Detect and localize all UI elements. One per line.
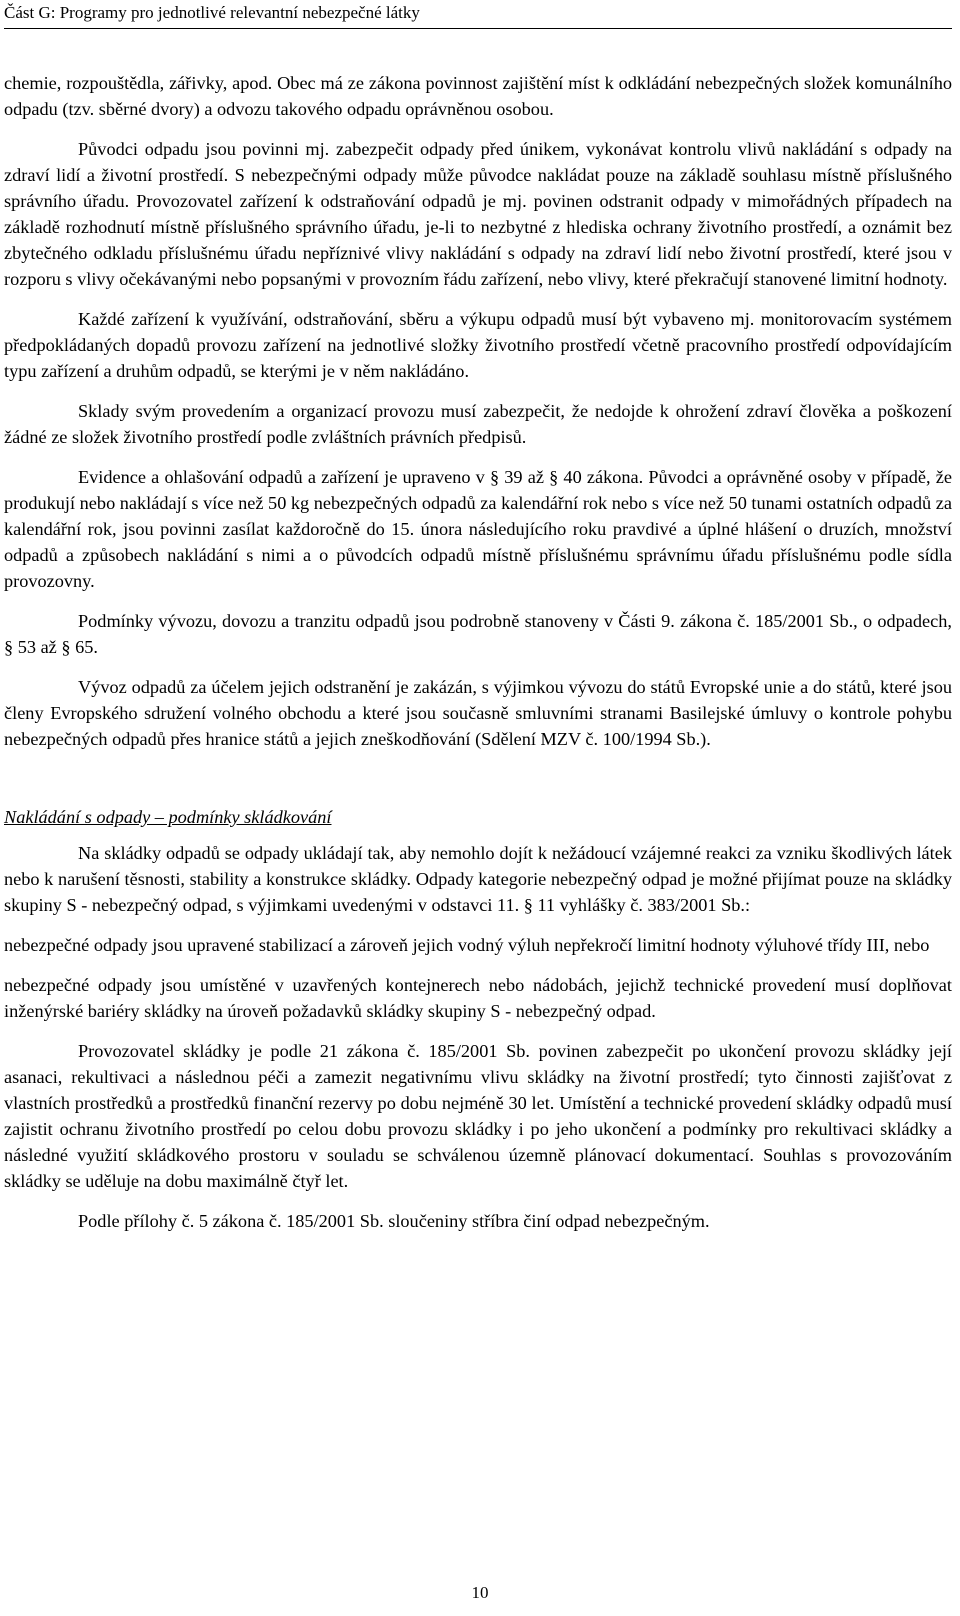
paragraph-continuation: chemie, rozpouštědla, zářivky, apod. Obec má ze zákona povinnost zajištění míst k odkládání nebezpečných složek komunálního odpadu (tzv. sběrné dvory) a odvozu takového odpadu oprávněnou osobou. <box>4 73 952 119</box>
paragraph-landfill-operator: Provozovatel skládky je podle 21 zákona č. 185/2001 Sb. povinen zabezpečit po ukončení provozu skládky její asanaci, rekultivaci a následnou péči a zamezit negativnímu vlivu skládky na životní prostředí; tyto činnosti zajišťovat z vlastních prostředků a prostředků finanční rezervy po dobu nejméně 30 let. Umístění a technické provedení skládky odpadů musí zajistit ochranu životního prostředí po celou dobu provozu skládky i po jeho ukončení a podmínky pro rekultivaci skládky a následné využití skládkového prostoru v souladu se schválenou územně plánovací dokumentací. Souhlas s provozováním skládky se uděluje na dobu maximálně čtyř let. <box>4 1041 952 1191</box>
paragraph-export-import-conditions: Podmínky vývozu, dovozu a tranzitu odpadů jsou podrobně stanoveny v Části 9. zákona č. 185/2001 Sb., o odpadech, § 53 až § 65. <box>4 611 952 657</box>
paragraph-storage: Sklady svým provedením a organizací provozu musí zabezpečit, že nedojde k ohrožení zdraví člověka a poškození žádné ze složek životního prostředí podle zvláštních právních předpisů. <box>4 401 952 447</box>
paragraph-producers-obligations: Původci odpadu jsou povinni mj. zabezpečit odpady před únikem, vykonávat kontrolu vlivů nakládání s odpady na zdraví lidí a životní prostředí. S nebezpečnými odpady může původce nakládat pouze na základě souhlasu místně příslušného správního úřadu. Provozovatel zařízení k odstraňování odpadů je mj. povinen odstranit odpady v mimořádných případech na základě rozhodnutí místně příslušného správního úřadu, je-li to nezbytné z hlediska ochrany životního prostředí, a oznámit bez zbytečného odkladu příslušnému úřadu nepříznivé vlivy nakládání s odpady na zdraví lidí nebo životní prostředí, které jsou v rozporu s vlivy očekávanými nebo popsanými v provozním řádu zařízení, nebo vlivy, které překračují stanovené limitní hodnoty. <box>4 139 952 289</box>
paragraph-export-ban: Vývoz odpadů za účelem jejich odstranění je zakázán, s výjimkou vývozu do států Evropské unie a do států, které jsou členy Evropského sdružení volného obchodu a které jsou současně smluvními stranami Basilejské úmluvy o kontrole pohybu nebezpečných odpadů přes hranice států a jejich zneškodňování (Sdělení MZV č. 100/1994 Sb.). <box>4 677 952 749</box>
paragraph-records-reporting: Evidence a ohlašování odpadů a zařízení je upraveno v § 39 až § 40 zákona. Původci a oprávněné osoby v případě, že produkují nebo nakládají s více než 50 kg nebezpečných odpadů za kalendářní rok nebo s více než 50 tunami ostatních odpadů za kalendářní rok, jsou povinni zasílat každoročně do 15. února následujícího roku pravdivé a úplné hlášení o druzích, množství odpadů a způsobech nakládání s nimi a o původcích odpadů místně příslušnému správnímu úřadu příslušnému podle sídla provozovny. <box>4 467 952 591</box>
paragraph-container-waste: nebezpečné odpady jsou umístěné v uzavřených kontejnerech nebo nádobách, jejichž technické provedení musí doplňovat inženýrské bariéry skládky na úroveň požadavků skládky skupiny S - nebezpečný odpad. <box>4 975 952 1021</box>
paragraph-monitoring-system: Každé zařízení k využívání, odstraňování, sběru a výkupu odpadů musí být vybaveno mj. monitorovacím systémem předpokládaných dopadů provozu zařízení na jednotlivé složky životního prostředí včetně pracovního prostředí odpovídajícím typu zařízení a druhům odpadů, se kterými je v něm nakládáno. <box>4 309 952 381</box>
page-content <box>4 70 952 1248</box>
paragraph-silver-compounds: Podle přílohy č. 5 zákona č. 185/2001 Sb. sloučeniny stříbra činí odpad nebezpečným. <box>78 1211 710 1231</box>
paragraph-landfill-deposition: Na skládky odpadů se odpady ukládají tak, aby nemohlo dojít k nežádoucí vzájemné reakci za vzniku škodlivých látek nebo k narušení těsnosti, stability a konstrukce skládky. Odpady kategorie nebezpečný odpad je možné přijímat pouze na skládky skupiny S - nebezpečný odpad, s výjimkami uvedenými v odstavci 11. § 11 vyhlášky č. 383/2001 Sb.: <box>4 843 952 915</box>
page-number: 10 <box>471 1583 489 1602</box>
page-header: Část G: Programy pro jednotlivé relevantní nebezpečné látky <box>4 2 952 29</box>
paragraph-stabilized-waste: nebezpečné odpady jsou upravené stabilizací a zároveň jejich vodný výluh nepřekročí limitní hodnoty výluhové třídy III, nebo <box>4 935 930 955</box>
section-heading: Nakládání s odpady – podmínky skládkování <box>4 807 332 827</box>
